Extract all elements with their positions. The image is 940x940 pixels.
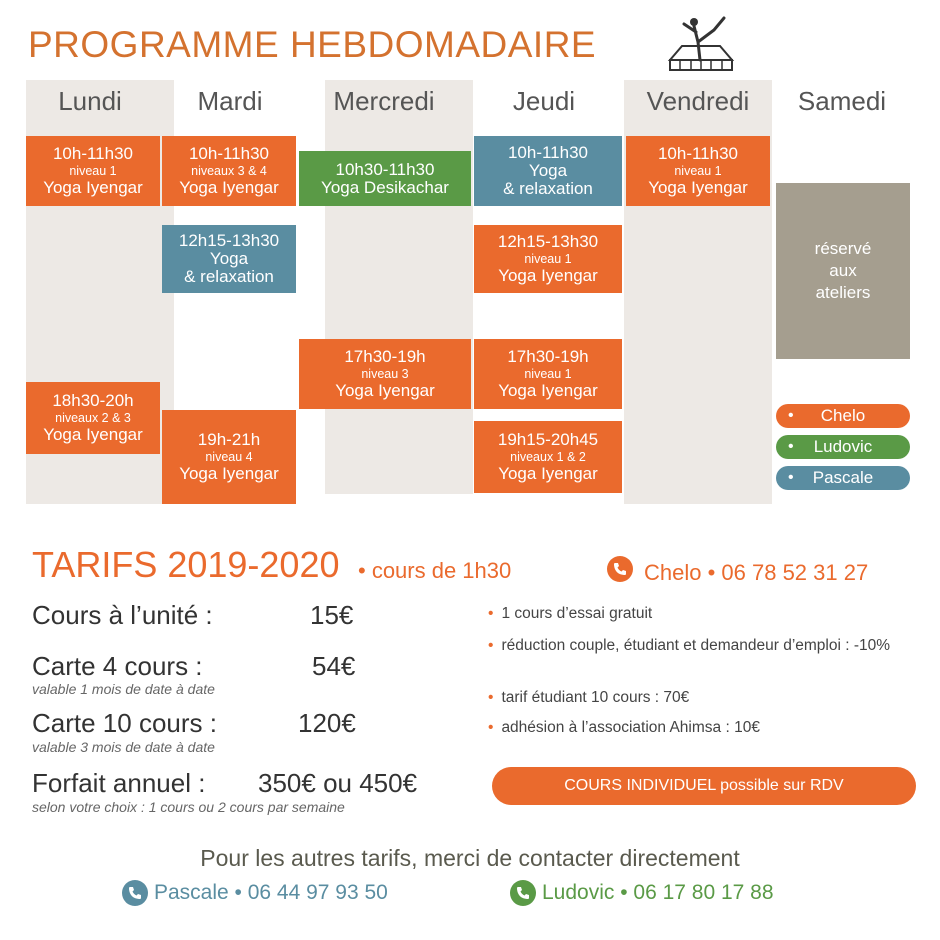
day-header-jeudi: Jeudi — [512, 86, 576, 116]
day-header-lundi: Lundi — [58, 86, 122, 116]
slot-class: Yoga — [528, 161, 568, 180]
price-value: 54€ — [312, 651, 356, 681]
class-slot — [26, 136, 160, 206]
slot-class: Yoga — [209, 249, 249, 268]
phone-icon — [510, 880, 536, 906]
slot-class: Yoga Desikachar — [321, 177, 449, 197]
slot-level: niveaux 1 & 2 — [510, 450, 586, 464]
tarif-bullet — [488, 688, 928, 708]
tarif-bullet — [488, 636, 928, 656]
slot-time: 12h15-13h30 — [178, 231, 280, 250]
slot-level: niveau 1 — [674, 164, 722, 178]
slot-time: 10h-11h30 — [507, 143, 589, 162]
slot-level: niveau 1 — [524, 252, 572, 266]
slot-level: niveaux 2 & 3 — [55, 411, 131, 425]
slot-time: 10h30-11h30 — [335, 159, 435, 179]
slot-level: niveau 1 — [524, 367, 572, 381]
bullet-text: adhésion à l’association Ahimsa : 10€ — [501, 719, 760, 736]
bullet-icon: • — [488, 689, 494, 706]
slot-class: Yoga Iyengar — [179, 178, 279, 197]
legend-chelo — [776, 404, 910, 428]
slot-time: 18h30-20h — [52, 391, 134, 410]
slot-time: 10h-11h30 — [657, 144, 739, 163]
slot-time: 19h15-20h45 — [497, 430, 599, 449]
bullet-icon: • — [488, 719, 494, 736]
slot-time: 17h30-19h — [344, 347, 426, 366]
slot-class: Yoga Iyengar — [498, 464, 598, 483]
legend-pascale — [776, 466, 910, 490]
slot-class: & relaxation — [503, 179, 593, 198]
reserved-ateliers-block — [776, 183, 910, 359]
reserved-text: réservé — [814, 239, 872, 258]
page-title: PROGRAMME HEBDOMADAIRE — [28, 24, 597, 65]
cours-individuel-button[interactable]: COURS INDIVIDUEL possible sur RDV — [492, 767, 916, 805]
slot-time: 19h-21h — [197, 430, 261, 449]
reserved-text: aux — [829, 261, 857, 280]
slot-class: Yoga Iyengar — [179, 464, 279, 483]
price-label: Forfait annuel : — [32, 768, 206, 798]
slot-time: 12h15-13h30 — [497, 232, 599, 251]
class-slot — [474, 339, 622, 409]
day-header-mardi: Mardi — [197, 86, 263, 116]
slot-time: 17h30-19h — [507, 347, 589, 366]
slot-class: & relaxation — [184, 267, 274, 286]
slot-class: Yoga Iyengar — [43, 178, 143, 197]
bullet-text: réduction couple, étudiant et demandeur d’emploi : -10% — [501, 637, 891, 654]
slot-time: 10h-11h30 — [52, 144, 134, 163]
price-note: selon votre choix : 1 cours ou 2 cours par semaine — [32, 799, 345, 815]
legend-label: Chelo — [820, 406, 866, 425]
bullet-icon: • — [488, 637, 494, 654]
column-background — [325, 80, 473, 494]
class-slot — [299, 151, 471, 206]
bullet-text: 1 cours d’essai gratuit — [501, 605, 653, 622]
bullet-text: tarif étudiant 10 cours : 70€ — [501, 689, 690, 706]
phone-icon — [122, 880, 148, 906]
slot-class: Yoga Iyengar — [498, 266, 598, 285]
price-note: valable 3 mois de date à date — [32, 739, 215, 755]
class-slot — [162, 225, 296, 293]
class-slot — [26, 382, 160, 454]
bullet-icon: • — [488, 605, 494, 622]
price-note: valable 1 mois de date à date — [32, 681, 215, 697]
class-slot — [626, 136, 770, 206]
price-label: Carte 4 cours : — [32, 651, 203, 681]
tarifs-subtitle: • cours de 1h30 — [358, 558, 512, 583]
slot-class: Yoga Iyengar — [498, 381, 598, 400]
tarif-bullet — [488, 604, 928, 624]
class-slot — [299, 339, 471, 409]
slot-class: Yoga Iyengar — [648, 178, 748, 197]
price-value: 15€ — [310, 600, 354, 630]
yoga-pose-logo-icon — [662, 12, 740, 74]
bullet-icon: • — [788, 407, 794, 424]
tarif-bullet — [488, 718, 928, 738]
pascale-contact: Pascale • 06 44 97 93 50 — [154, 881, 388, 904]
phone-icon — [607, 556, 633, 582]
bullet-icon: • — [788, 469, 794, 486]
footer-text: Pour les autres tarifs, merci de contacter directement — [200, 845, 740, 871]
legend-label: Pascale — [812, 468, 874, 487]
slot-class: Yoga Iyengar — [43, 425, 143, 444]
bullet-icon: • — [788, 438, 794, 455]
slot-level: niveau 1 — [69, 164, 117, 178]
price-value: 120€ — [298, 708, 356, 738]
slot-level: niveau 4 — [205, 450, 253, 464]
slot-level: niveaux 3 & 4 — [191, 164, 267, 178]
legend-ludovic — [776, 435, 910, 459]
slot-time: 10h-11h30 — [188, 144, 270, 163]
class-slot — [474, 225, 622, 293]
class-slot — [162, 410, 296, 504]
slot-class: Yoga Iyengar — [335, 381, 435, 400]
day-header-mercredi: Mercredi — [333, 86, 435, 116]
class-slot — [474, 421, 622, 493]
price-label: Cours à l’unité : — [32, 600, 213, 630]
class-slot — [474, 136, 622, 206]
day-header-samedi: Samedi — [797, 86, 887, 116]
chelo-contact: Chelo • 06 78 52 31 27 — [644, 560, 869, 585]
ludovic-contact: Ludovic • 06 17 80 17 88 — [542, 881, 774, 904]
price-label: Carte 10 cours : — [32, 708, 217, 738]
slot-level: niveau 3 — [361, 367, 409, 381]
day-header-vendredi: Vendredi — [646, 86, 750, 116]
class-slot — [162, 136, 296, 206]
price-value: 350€ ou 450€ — [258, 768, 418, 798]
legend-label: Ludovic — [813, 437, 873, 456]
tarifs-title: TARIFS 2019-2020 — [32, 544, 340, 585]
reserved-text: ateliers — [815, 283, 871, 302]
